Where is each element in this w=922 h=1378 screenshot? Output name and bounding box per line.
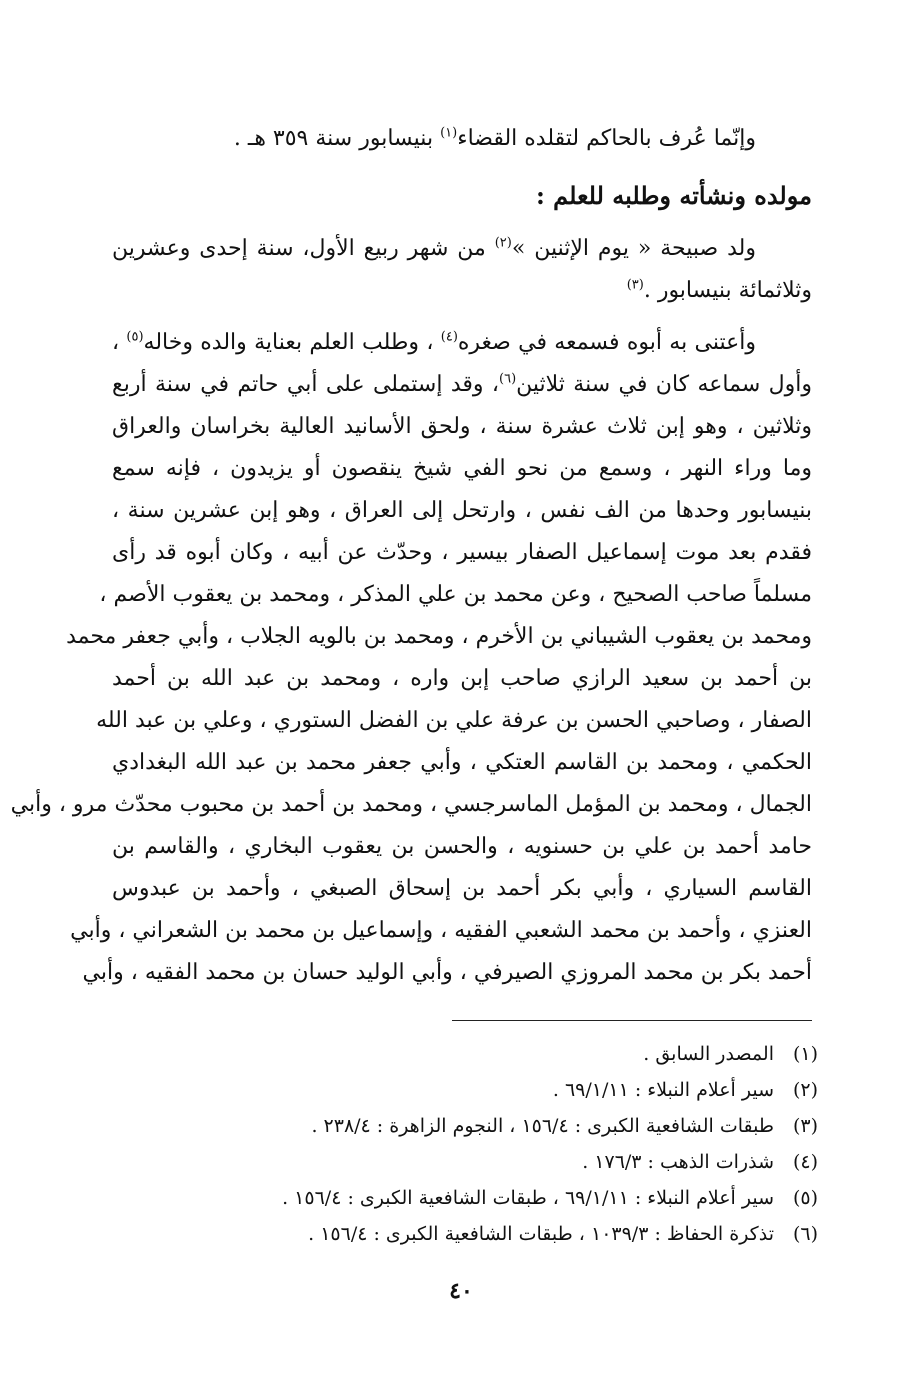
text-line [112,228,812,270]
intro-text: وإنّما عُرف بالحاكم لتقلده القضاء [457,126,756,151]
text-run: ، وطلب العلم بعناية والده وخاله [143,330,441,355]
intro-line [112,118,812,160]
footnote-item [118,1216,818,1252]
footnote-number: (٥) [792,1187,818,1209]
footnote-number: (٤) [792,1151,818,1173]
text-line [112,364,812,406]
footnote-item [118,1072,818,1108]
footnote-text: شذرات الذهب : ١٧٦/٣ . [582,1151,774,1173]
footnote-text: سير أعلام النبلاء : ٦٩/١/١١ ، طبقات الشافعية الكبرى : ١٥٦/٤ . [282,1187,774,1209]
text-line: حامد أحمد بن علي بن حسنويه ، والحسن بن يعقوب البخاري ، والقاسم بن [112,834,812,859]
paragraph-studies [10,322,813,994]
text-line: الجمال ، ومحمد بن المؤمل الماسرجسي ، ومحمد بن أحمد بن محبوب محدّث مرو ، وأبي [10,792,812,817]
footnote-number: (٣) [792,1115,818,1137]
text-line: بن أحمد بن سعيد الرازي صاحب إبن واره ، ومحمد بن عبد الله بن أحمد [112,666,812,691]
text-line: ومحمد بن يعقوب الشيباني بن الأخرم ، ومحمد بن بالويه الجلاب ، وأبي جعفر محمد [66,624,812,649]
text-line: مسلماً صاحب الصحيح ، وعن محمد بن علي المذكر ، ومحمد بن يعقوب الأصم ، [99,582,812,607]
footnote-item [118,1180,818,1216]
text-line: القاسم السياري ، وأبي بكر أحمد بن إسحاق الصبغي ، وأحمد بن عبدوس [112,876,812,901]
text-run: ولد صبيحة « يوم الإثنين » [511,236,756,261]
paragraph-birth [112,228,812,312]
text-line: العنزي ، وأحمد بن محمد الشعبي الفقيه ، وإسماعيل بن محمد بن الشعراني ، وأبي [70,918,812,943]
footnote-ref: (٤) [440,329,458,345]
text-run: ، [112,330,127,355]
text-run: وأول سماعه كان في سنة ثلاثين [516,372,813,397]
footnote-text: سير أعلام النبلاء : ٦٩/١/١١ . [552,1079,774,1101]
text-line: الحكمي ، ومحمد بن القاسم العتكي ، وأبي جعفر محمد بن عبد الله البغدادي [112,750,812,775]
footnote-item [118,1036,818,1072]
text-line: أحمد بكر بن محمد المروزي الصيرفي ، وأبي الوليد حسان بن محمد الفقيه ، وأبي [82,960,812,985]
footnotes [118,1036,818,1252]
text-run: وأعتنى به أبوه فسمعه في صغره [457,330,756,355]
text-run: من شهر ربيع الأول، سنة إحدى وعشرين [112,236,495,261]
text-line: الصفار ، وصاحبي الحسن بن عرفة علي بن الفضل الستوري ، وعلي بن عبد الله [96,708,812,733]
intro-text-end: بنيسابور سنة ٣٥٩ هـ . [233,126,441,151]
footnote-ref: (٣) [626,277,644,293]
footnote-number: (١) [792,1043,818,1065]
footnote-number: (٦) [792,1223,818,1245]
text-line: وثلاثين ، وهو إبن ثلاث عشرة سنة ، ولحق الأسانيد العالية بخراسان والعراق [112,414,812,439]
footnote-ref: (٦) [499,371,517,387]
footnote-text: تذكرة الحفاظ : ١٠٣٩/٣ ، طبقات الشافعية الكبرى : ١٥٦/٤ . [308,1223,774,1245]
text-line: بنيسابور وحدها من الف نفس ، وارتحل إلى العراق ، وهو إبن عشرين سنة ، [112,498,812,523]
intro-block [112,118,812,160]
footnote-ref: (٥) [126,329,144,345]
section-heading: مولده ونشأته وطلبه للعلم : [535,181,812,210]
page-number: ٤٠ [449,1278,473,1304]
footnote-item [118,1108,818,1144]
text-line: فقدم بعد موت إسماعيل الصفار بيسير ، وحدّث عن أبيه ، وكان أبوه قد رأى [112,540,812,565]
footnote-ref: (١) [440,125,458,141]
text-run: وثلاثمائة بنيسابور . [643,278,812,303]
footnote-divider [452,1020,812,1021]
footnote-item [118,1144,818,1180]
footnote-number: (٢) [792,1079,818,1101]
text-line: وما وراء النهر ، وسمع من نحو الفي شيخ ينقصون أو يزيدون ، فإنه سمع [112,456,812,481]
footnote-ref: (٢) [494,235,512,251]
text-run: ، وقد إستملى على أبي حاتم في سنة أربع [112,372,500,397]
text-line [112,322,812,364]
footnote-text: طبقات الشافعية الكبرى : ١٥٦/٤ ، النجوم الزاهرة : ٢٣٨/٤ . [311,1115,774,1137]
text-line [112,270,812,312]
footnote-text: المصدر السابق . [643,1043,774,1065]
